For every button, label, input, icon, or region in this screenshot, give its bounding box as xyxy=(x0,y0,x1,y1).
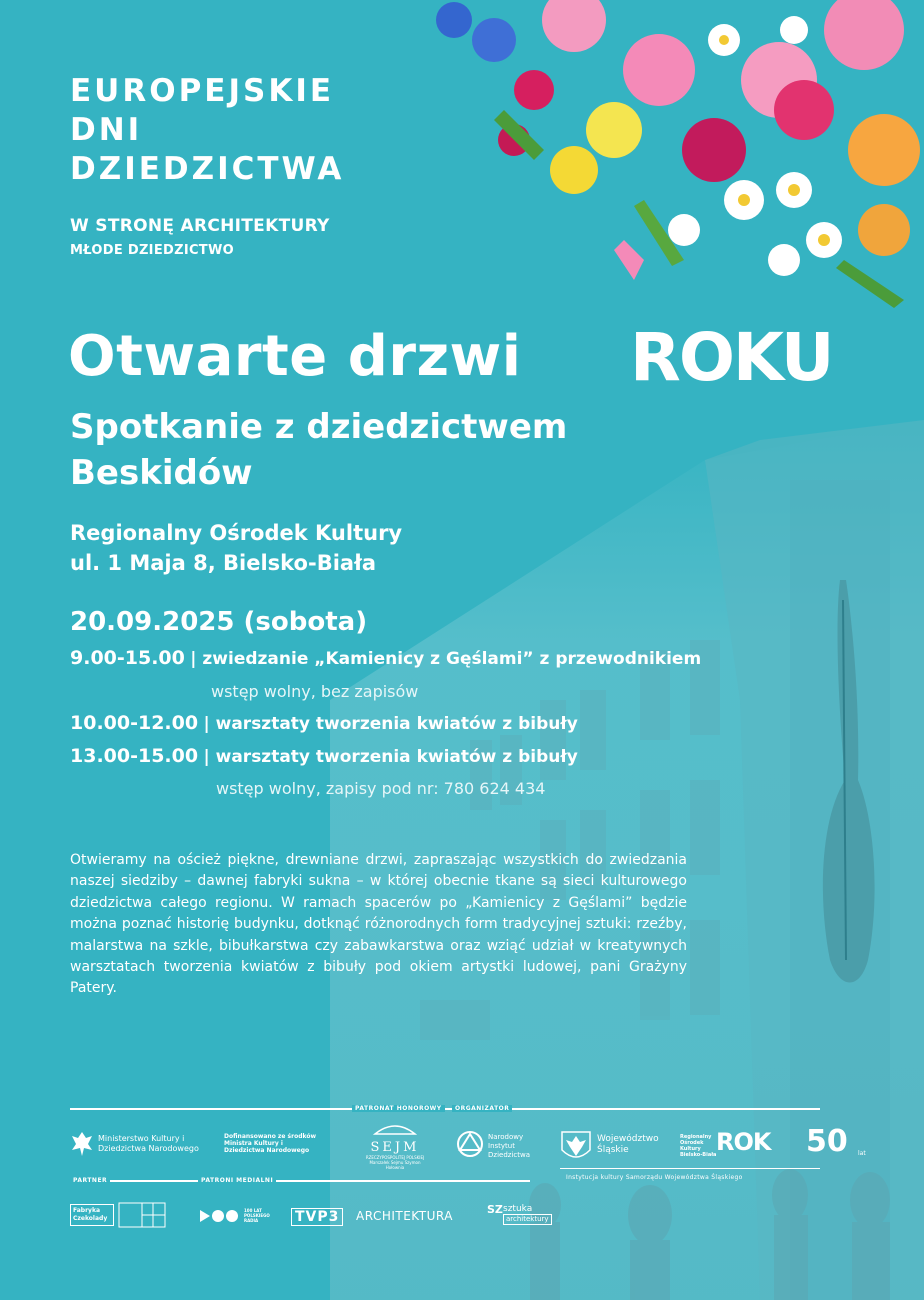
footer-divider-small xyxy=(560,1168,820,1169)
silesia-eagle-icon xyxy=(560,1130,592,1164)
roku-logo-text: ROKU xyxy=(630,319,833,396)
theme-sub: MŁODE DZIEDZICTWO xyxy=(70,243,234,258)
sztuka-logo-2: architektury xyxy=(503,1214,552,1225)
schedule-time: 13.00-15.00 xyxy=(70,745,199,767)
schedule-time: 10.00-12.00 xyxy=(70,712,199,734)
rok-small-logo: ROK xyxy=(716,1128,771,1156)
logo-line-1: EUROPEJSKIE xyxy=(70,73,335,109)
subtitle-line-1: Spotkanie z dziedzictwem xyxy=(70,407,568,447)
architektura-logo: ARCHITEKTURA xyxy=(356,1209,453,1223)
partner-label: PARTNER xyxy=(70,1177,110,1184)
admission-note: wstęp wolny, bez zapisów xyxy=(211,682,419,701)
organizator-label: ORGANIZATOR xyxy=(452,1105,512,1112)
woj-name: Województwo Śląskie xyxy=(597,1134,659,1155)
patroni-label: PATRONI MEDIALNI xyxy=(198,1177,276,1184)
sztuka-logo-1: sztuka xyxy=(503,1204,533,1214)
event-description: Otwieramy na oścież piękne, drewniane drzwi, zapraszając wszystkich do zwiedzania naszej siedziby – dawnej fabryki sukna – w której obecnie tkane są sieci kulturowego dziedzictwa całego regionu. W ramach spacerów po „Kamienicy z Gęślami” będzie można poznać historię budynku, dotknąć różnorodnych form tradycyjnej sztuki: rzeźby, malarstwa na szkle, bibułkarstwa czy zabawkarstwa oraz wziąć udział w kreatywnych warsztatach tworzenia kwiatów z bibuły pod okiem artystki ludowej, pani Grażyny Patery. xyxy=(70,852,687,997)
venue-address: ul. 1 Maja 8, Bielsko-Biała xyxy=(70,551,377,575)
fifty-years-sub: lat xyxy=(858,1150,866,1157)
venue xyxy=(70,518,402,578)
schedule-desc: | warsztaty tworzenia kwiatów z bibuły xyxy=(203,714,578,734)
funding-note: Dofinansowano ze środków Ministra Kultury i Dziedzictwa Narodowego xyxy=(224,1133,317,1154)
event-subtitle xyxy=(70,404,770,496)
theme-main: W STRONĘ ARCHITEKTURY xyxy=(70,216,330,236)
radio-text: 100 LAT POLSKIEGO RADIA xyxy=(244,1208,270,1223)
roku-logo xyxy=(622,310,872,402)
footer-divider xyxy=(70,1108,820,1110)
subtitle-line-2: Beskidów xyxy=(70,453,253,493)
logo-line-2: DNI xyxy=(70,112,143,148)
rok-small-name: Regionalny Ośrodek Kultury Bielsko-Biała xyxy=(680,1134,717,1158)
sejm-subtext: RZECZYPOSPOLITEJ POLSKIEJ xyxy=(365,1155,425,1160)
schedule-item xyxy=(70,711,578,736)
schedule-item xyxy=(70,744,578,769)
venue-name: Regionalny Ośrodek Kultury xyxy=(70,521,403,545)
schedule-time: 9.00-15.00 xyxy=(70,647,185,669)
sejm-subtext-2: Marszałek Sejmu Szymon Hołownia xyxy=(369,1160,421,1170)
registration-note: wstęp wolny, zapisy pod nr: 780 624 434 xyxy=(216,779,546,798)
paper-flowers-decoration xyxy=(384,0,924,310)
nid-knot-icon xyxy=(456,1130,484,1158)
schedule-item xyxy=(70,646,701,671)
sztuka-sz-logo: SZ xyxy=(487,1203,503,1216)
sejm-building-icon xyxy=(360,1118,430,1136)
sejm-logo xyxy=(360,1118,430,1170)
event-date: 20.09.2025 (sobota) xyxy=(70,607,368,637)
event-title: Otwarte drzwi xyxy=(68,324,522,389)
fifty-years-logo: 50 xyxy=(806,1124,848,1159)
polskie-radio-icon xyxy=(198,1209,242,1223)
institution-note: Instytucja kultury Samorządu Województwa Śląskiego xyxy=(566,1174,743,1181)
schedule-desc: | zwiedzanie „Kamienicy z Gęślami” z przewodnikiem xyxy=(190,649,702,669)
tvp3-logo: TVP3 xyxy=(291,1208,343,1226)
schedule-desc: | warsztaty tworzenia kwiatów z bibuły xyxy=(203,747,578,767)
ministry-name: Ministerstwo Kultury i Dziedzictwa Narodowego xyxy=(98,1134,199,1153)
european-heritage-days-logo xyxy=(70,72,390,189)
eagle-emblem-icon xyxy=(70,1130,94,1158)
footer-divider-2 xyxy=(70,1180,530,1182)
fabryka-grid-icon xyxy=(118,1202,166,1228)
patronat-label: PATRONAT HONOROWY xyxy=(352,1105,445,1112)
logo-line-3: DZIEDZICTWA xyxy=(70,151,345,187)
nid-name: Narodowy Instytut Dziedzictwa xyxy=(488,1133,530,1159)
sejm-text: SEJM xyxy=(370,1140,420,1155)
fabryka-logo: Fabryka Czekolady xyxy=(70,1204,114,1226)
